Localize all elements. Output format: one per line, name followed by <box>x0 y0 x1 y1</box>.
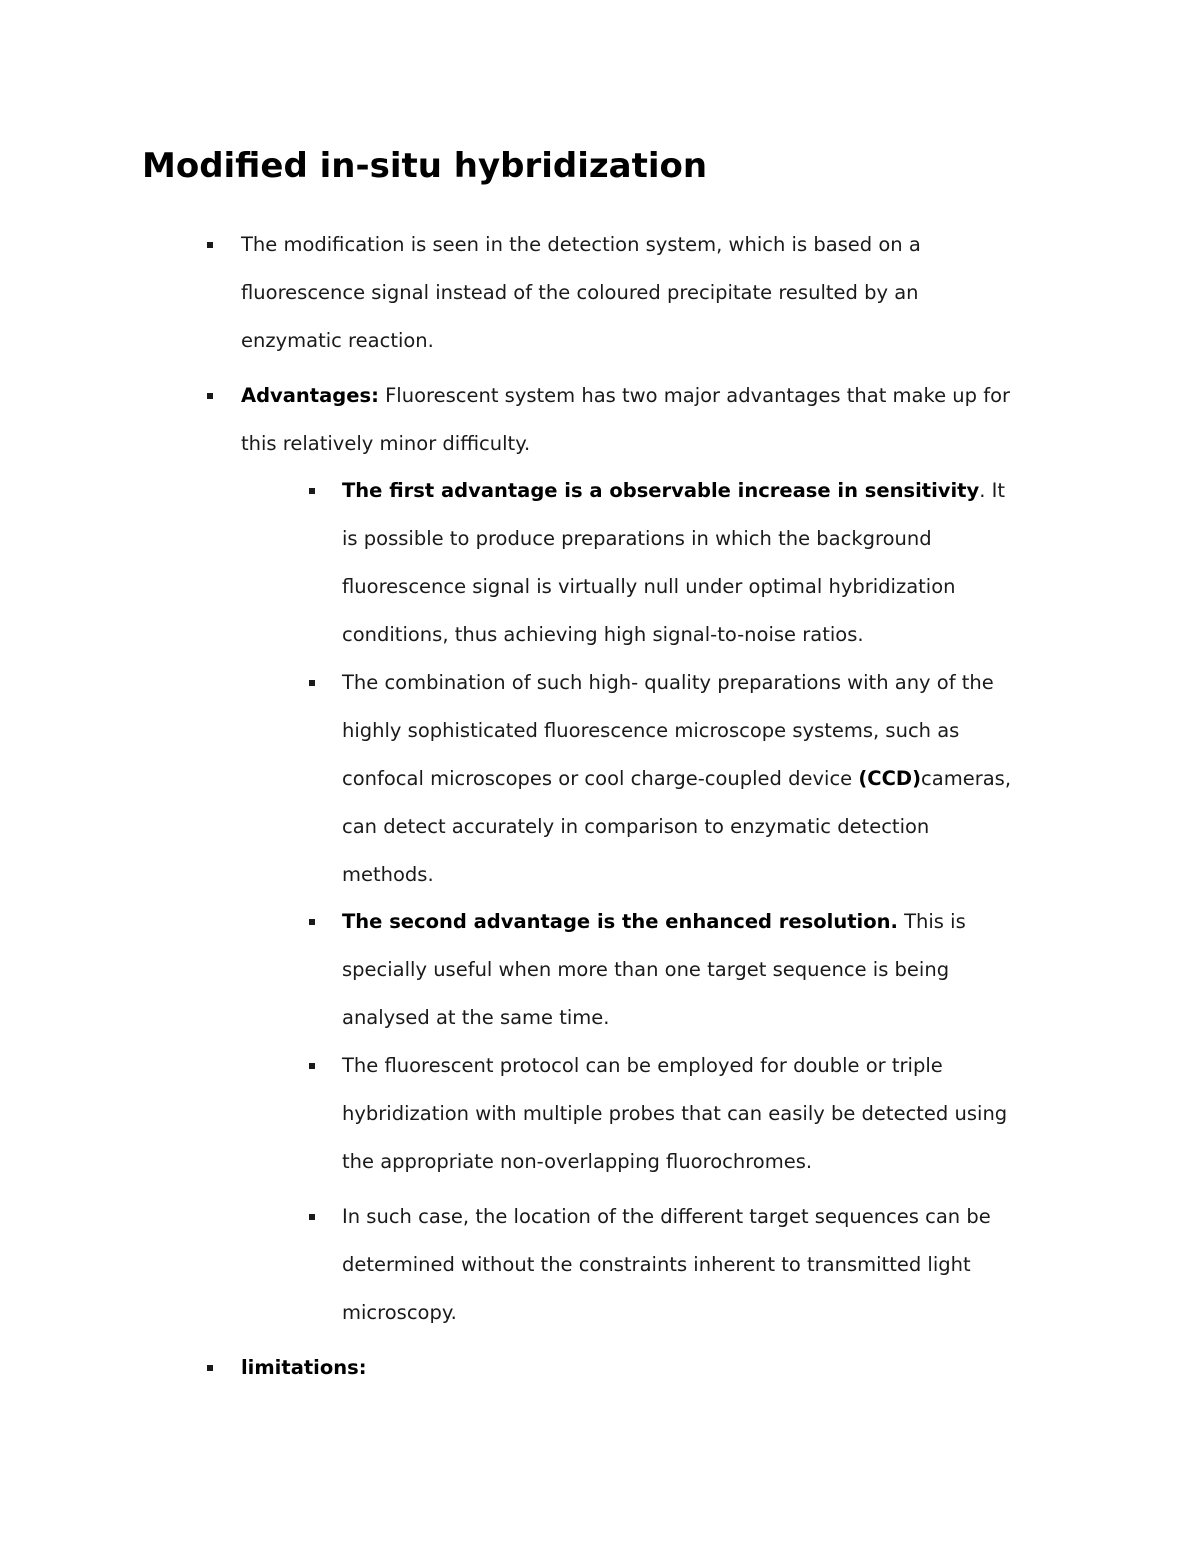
text-line: methods. <box>342 863 434 886</box>
text-line: microscopy. <box>342 1301 457 1324</box>
text-line: analysed at the same time. <box>342 1006 610 1029</box>
list-item-advantages <box>241 372 1071 468</box>
text-fragment: confocal microscopes or cool charge-coupled device <box>342 767 859 790</box>
text-line: is possible to produce preparations in which the background <box>342 527 932 550</box>
text-line: conditions, thus achieving high signal-to-noise ratios. <box>342 623 864 646</box>
bullet-marker-icon <box>309 919 315 925</box>
text-line: fluorescence signal is virtually null under optimal hybridization <box>342 575 956 598</box>
sub-list-item-fluorescent-protocol <box>342 1042 1062 1186</box>
text-line <box>342 898 1062 946</box>
text-fragment: cameras, <box>921 767 1012 790</box>
sub-list-item-combination <box>342 659 1062 899</box>
text-line: The fluorescent protocol can be employed for double or triple <box>342 1054 943 1077</box>
list-item-limitations <box>241 1344 1071 1392</box>
text-line: determined without the constraints inherent to transmitted light <box>342 1253 971 1276</box>
resolution-heading: The second advantage is the enhanced resolution. <box>342 910 898 933</box>
ccd-abbreviation: (CCD) <box>858 767 922 790</box>
list-item-detection-system <box>241 221 1071 365</box>
text-line: the appropriate non-overlapping fluorochromes. <box>342 1150 813 1173</box>
text-line: The combination of such high- quality preparations with any of the <box>342 671 994 694</box>
bullet-marker-icon <box>309 1063 315 1069</box>
bullet-marker-icon <box>207 393 213 399</box>
sub-list-item-sensitivity <box>342 467 1062 659</box>
text-line: hybridization with multiple probes that can easily be detected using <box>342 1102 1008 1125</box>
text-line: this relatively minor difficulty. <box>241 432 531 455</box>
text-line: can detect accurately in comparison to enzymatic detection <box>342 815 930 838</box>
bullet-marker-icon <box>309 1214 315 1220</box>
text-fragment: . It <box>979 479 1006 502</box>
advantages-text: Fluorescent system has two major advantages that make up for <box>378 384 1011 407</box>
page-title: Modified in-situ hybridization <box>142 146 708 186</box>
text-line: specially useful when more than one target sequence is being <box>342 958 950 981</box>
text-line: fluorescence signal instead of the coloured precipitate resulted by an <box>241 281 919 304</box>
text-line: enzymatic reaction. <box>241 329 434 352</box>
bullet-marker-icon <box>207 242 213 248</box>
text-line: highly sophisticated fluorescence microscope systems, such as <box>342 719 960 742</box>
text-line: In such case, the location of the different target sequences can be <box>342 1205 991 1228</box>
text-line <box>342 755 1062 803</box>
sub-list-item-location <box>342 1193 1062 1337</box>
text-fragment: This is <box>897 910 966 933</box>
sensitivity-heading: The first advantage is a observable increase in sensitivity <box>342 479 980 502</box>
advantages-heading: Advantages: <box>241 384 379 407</box>
limitations-heading: limitations: <box>241 1356 367 1379</box>
text-line: The modification is seen in the detection system, which is based on a <box>241 233 921 256</box>
text-line <box>342 467 1062 515</box>
bullet-marker-icon <box>309 488 315 494</box>
text-line <box>241 1344 1071 1392</box>
bullet-marker-icon <box>207 1365 213 1371</box>
bullet-marker-icon <box>309 680 315 686</box>
text-line <box>241 372 1071 420</box>
sub-list-item-resolution <box>342 898 1062 1042</box>
